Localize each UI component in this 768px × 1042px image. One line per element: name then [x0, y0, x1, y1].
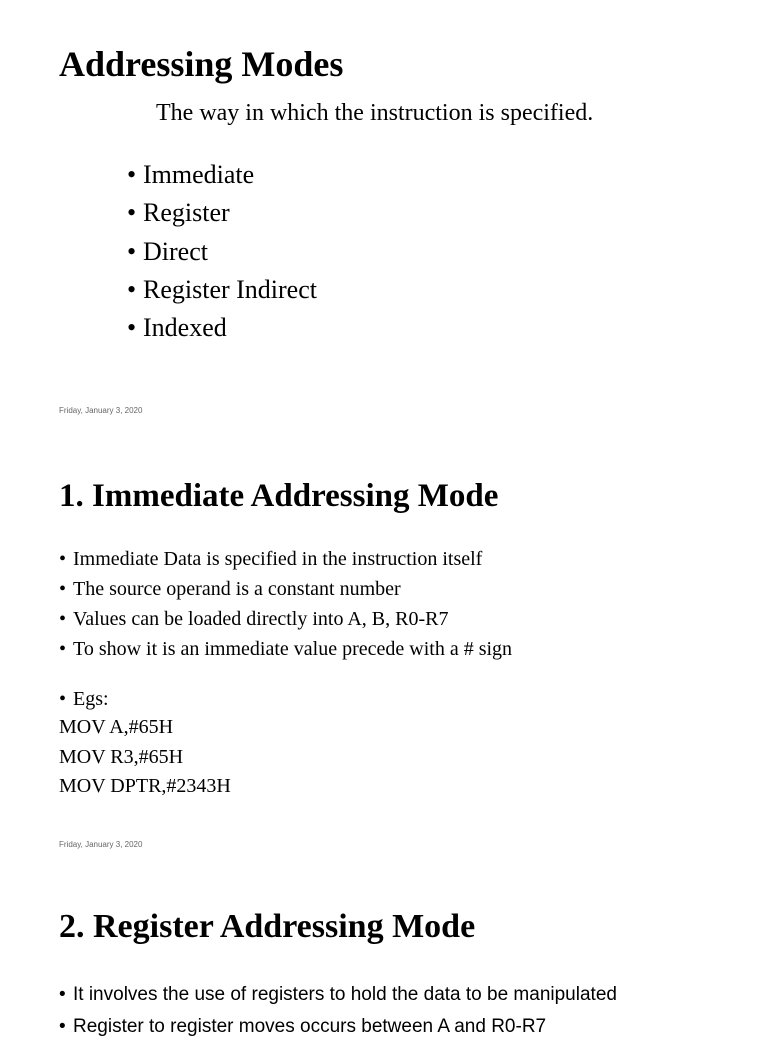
list-item: • To show it is an immediate value precede with a # sign — [59, 634, 512, 664]
list-item: • The source operand is a constant number — [59, 574, 512, 604]
bullet: • — [127, 198, 137, 228]
bullet: • — [59, 1016, 66, 1037]
bullet: • — [59, 578, 67, 600]
list-item: • Register — [127, 194, 317, 232]
slide-title: 2. Register Addressing Mode — [59, 908, 476, 945]
list-item: • Values can be loaded directly into A, B, R0-R7 — [59, 604, 512, 634]
list-item: • Egs: — [59, 684, 109, 714]
slide-title: 1. Immediate Addressing Mode — [59, 478, 499, 514]
list-item: • Indexed — [127, 309, 317, 347]
slide-date-footer: Friday, January 3, 2020 — [59, 406, 143, 415]
list-item: • Register to register moves occurs between A and R0-R7 — [59, 1012, 617, 1042]
example-line: MOV DPTR,#2343H — [59, 775, 231, 798]
slide-title: Addressing Modes — [59, 44, 344, 84]
slide-date-footer: Friday, January 3, 2020 — [59, 840, 143, 849]
list-item: • Immediate — [127, 156, 317, 194]
example-line: MOV A,#65H — [59, 716, 174, 738]
list-item: • Register Indirect — [127, 271, 317, 309]
example-line: MOV R3,#65H — [59, 745, 184, 768]
bullet: • — [59, 608, 67, 630]
slide-subtitle: The way in which the instruction is specified. — [156, 100, 594, 126]
bullet: • — [59, 548, 67, 570]
list-item: • It involves the use of registers to hold the data to be manipulated — [59, 980, 617, 1010]
bullet: • — [59, 638, 67, 660]
list-item: • Immediate Data is specified in the instruction itself — [59, 544, 512, 574]
bullet: • — [127, 313, 137, 343]
bullet: • — [59, 984, 66, 1005]
bullet: • — [59, 688, 67, 710]
list-item: • Direct — [127, 233, 317, 271]
register-bullets — [59, 980, 617, 1042]
bullet: • — [127, 160, 137, 189]
bullet: • — [127, 274, 137, 304]
bullet: • — [127, 236, 137, 266]
